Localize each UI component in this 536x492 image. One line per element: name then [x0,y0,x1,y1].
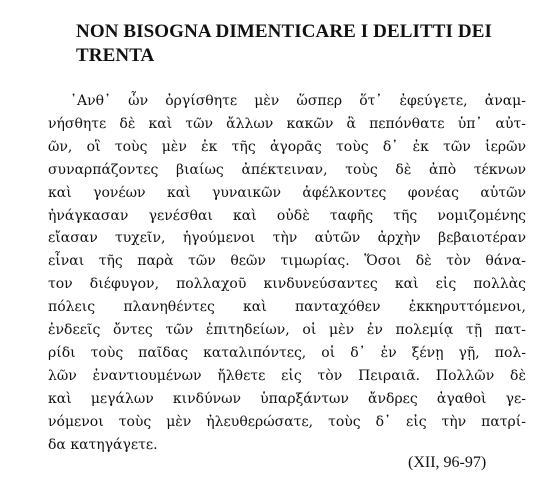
passage-line: συναρπάζοντες βιαίως ἀπέκτειναν, τοὺς δὲ ἀπὸ τέκνων [48,161,526,178]
passage-line: λῶν ἐναντιουμένων ἤλθετε εἰς τὸν Πειραιᾶ. Πολλῶν δὲ [48,367,526,384]
passage-line: ρίδι τοὺς παῖδας καταλιπόντες, οἱ δ᾿ ἐν ξένῃ γῇ, πολ- [48,344,526,361]
passage-line: πόλεις πλανηθέντες καὶ πανταχόθεν ἐκκηρυττόμενοι, [48,299,526,316]
passage-line: τον διέφυγον, πολλαχοῦ κινδυνεύσαντες καὶ εἰς πολλὰς [48,276,526,293]
title-line-2: TRENTA [76,45,155,66]
passage-line: εἴασαν τυχεῖν, ἡγούμενοι τὴν αὑτῶν ἀρχὴν βεβαιοτέραν [48,230,526,247]
title-line-1: NON BISOGNA DIMENTICARE I DELITTI DEI [76,21,492,42]
passage-line: ᾿Ανθ᾿ ὧν ὀργίσθητε μὲν ὥσπερ ὅτ᾿ ἐφεύγετε, ἀναμ- [70,93,526,109]
passage-line: δα κατηγάγετε. [48,436,158,453]
passage-line: ῶν, οἳ τοὺς μὲν ἐκ τῆς ἀγορᾶς τοὺς δ᾿ ἐκ τῶν ἱερῶν [48,138,526,155]
page-title [76,20,528,68]
passage-line: εἶναι τῆς παρὰ τῶν θεῶν τιμωρίας. Ὅσοι δὲ τὸν θάνα- [48,253,526,270]
passage-line: καὶ μεγάλων κινδύνων ὑπαρξάντων ἄνδρες ἀγαθοὶ γε- [48,390,526,407]
passage-line: νόμενοι τοὺς μὲν ἠλευθερώσατε, τοὺς δ᾿ εἰς τὴν πατρί- [48,413,526,430]
passage-line: ἐνδεεῖς ὄντες τῶν ἐπιτηδείων, οἱ μὲν ἐν πολεμίᾳ τῇ πατ- [48,322,526,339]
passage-line: καὶ γονέων καὶ γυναικῶν ἀφέλκοντες φονέας αὑτῶν [48,184,526,201]
greek-passage [48,90,526,457]
passage-line: ἠνάγκασαν γενέσθαι καὶ οὐδὲ ταφῆς τῆς νομιζομένης [48,207,526,224]
source-reference: (XII, 96-97) [408,454,487,471]
passage-line: νήσθητε δὲ καὶ τῶν ἄλλων κακῶν ἃ πεπόνθατε ὑπ᾿ αὐτ- [48,115,526,132]
